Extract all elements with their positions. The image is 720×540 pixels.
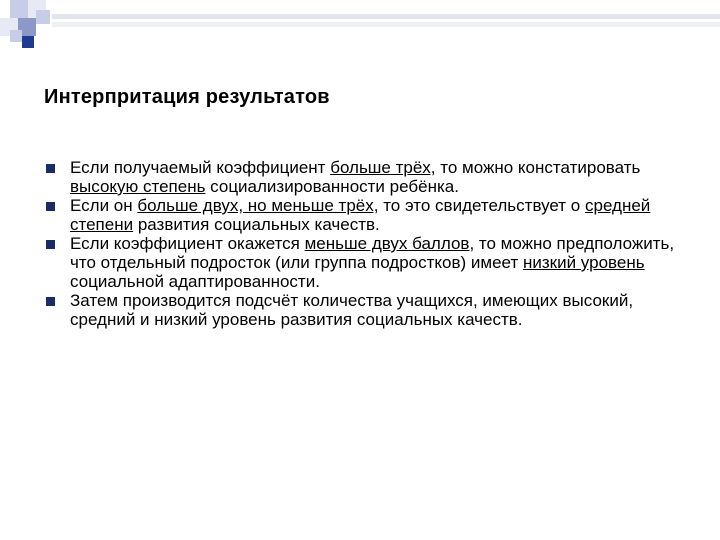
bullet-text: то можно констатировать bbox=[435, 158, 641, 177]
slide-title: Интерпритация результатов bbox=[44, 86, 330, 108]
bullet-text: развития социальных качеств. bbox=[133, 215, 380, 234]
square-bullet-icon bbox=[46, 164, 55, 173]
bullet-text: социализированности ребёнка. bbox=[205, 177, 459, 196]
bullet-list bbox=[44, 158, 684, 329]
bullet-text: Если он bbox=[70, 196, 138, 215]
decorative-header-squares bbox=[0, 0, 720, 48]
bullet-text: Если получаемый коэффициент bbox=[70, 158, 331, 177]
bullet-text: социальной адаптированности. bbox=[70, 272, 320, 291]
underlined-phrase: больше трёх, bbox=[330, 158, 436, 177]
underlined-phrase: высокую степень bbox=[70, 177, 206, 196]
underlined-phrase: больше двух, но меньше трёх, bbox=[137, 196, 379, 215]
bullet-text: Если коэффициент окажется bbox=[70, 234, 305, 253]
underlined-phrase: низкий уровень bbox=[522, 253, 645, 272]
underlined-phrase: меньше двух баллов bbox=[304, 234, 470, 253]
square-bullet-icon bbox=[46, 297, 55, 306]
bullet-text: то это свидетельствует о bbox=[378, 196, 585, 215]
square-bullet-icon bbox=[46, 240, 55, 249]
bullet-item bbox=[44, 291, 684, 329]
bullet-text: , то можно предположить, что отдельный подросток (или группа подростков) имеет bbox=[70, 234, 675, 272]
square-bullet-icon bbox=[46, 202, 55, 211]
bullet-item bbox=[44, 234, 684, 291]
bullet-item bbox=[44, 196, 684, 234]
underlined-phrase: средней степени bbox=[70, 196, 651, 234]
bullet-text: Затем производится подсчёт количества учащихся, имеющих высокий, средний и низкий уровень развития социальных качеств. bbox=[70, 291, 634, 329]
bullet-item bbox=[44, 158, 684, 196]
